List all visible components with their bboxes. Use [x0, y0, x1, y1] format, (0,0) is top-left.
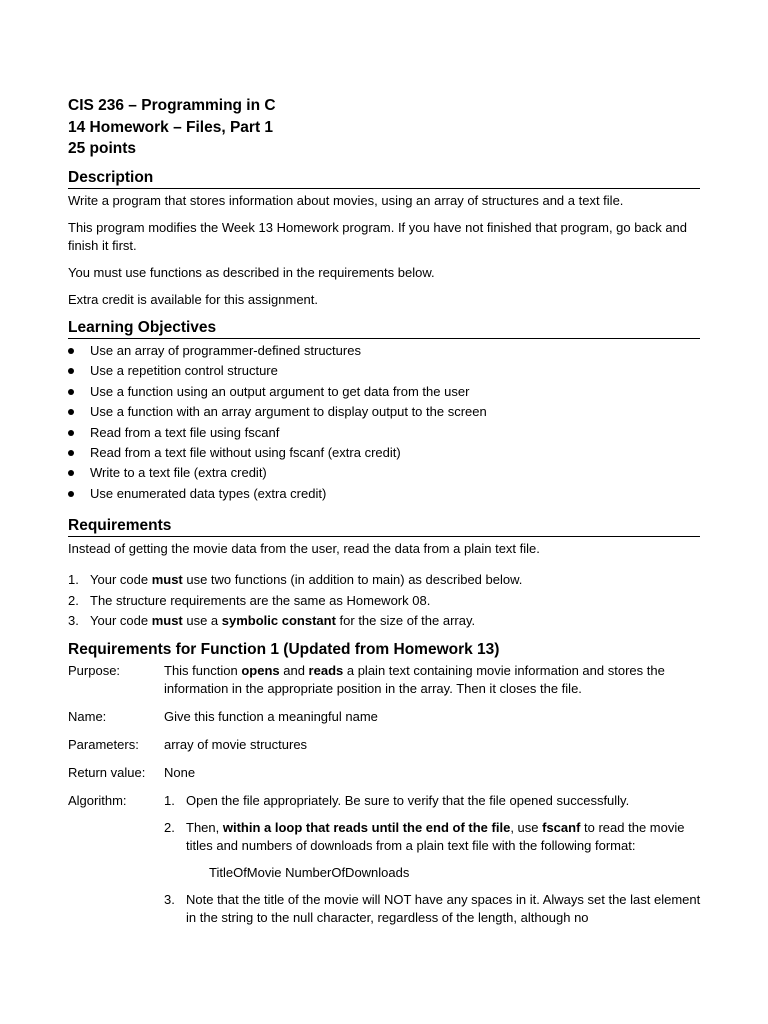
list-item: Read from a text file using fscanf: [68, 423, 700, 443]
bullet-icon: [68, 389, 74, 395]
bullet-icon: [68, 470, 74, 476]
title-block: [68, 95, 708, 160]
requirements-list: [68, 570, 700, 632]
algorithm-label: Algorithm:: [68, 793, 127, 808]
objectives-list: [68, 341, 700, 504]
course-title: CIS 236 – Programming in C: [68, 97, 276, 114]
list-item: Use a repetition control structure: [68, 361, 700, 381]
list-item: Use enumerated data types (extra credit): [68, 484, 700, 504]
bullet-icon: [68, 409, 74, 415]
file-format-example: TitleOfMovie NumberOfDownloads: [209, 865, 410, 880]
assignment-title: 14 Homework – Files, Part 1: [68, 118, 274, 136]
description-paragraph-4: Extra credit is available for this assignment.: [68, 292, 318, 307]
list-item: 2. The structure requirements are the same as Homework 08.: [68, 592, 431, 608]
list-item: Use a function using an output argument to get data from the user: [68, 382, 700, 402]
bullet-icon: [68, 430, 74, 436]
purpose-value: This function opens and reads a plain text containing movie information and stores the information in the appropriate position in the array. Then it closes the file.: [164, 663, 665, 696]
points-title: 25 points: [68, 140, 137, 157]
list-item: 3. Your code must use a symbolic constant for the size of the array.: [68, 613, 476, 628]
list-item: Use an array of programmer-defined structures: [68, 341, 700, 361]
bullet-icon: [68, 348, 74, 354]
list-item: 1. Your code must use two functions (in addition to main) as described below.: [68, 572, 523, 587]
name-label: Name:: [68, 709, 107, 724]
name-value: Give this function a meaningful name: [164, 709, 378, 724]
purpose-label: Purpose:: [68, 663, 121, 678]
description-paragraph-1: Write a program that stores information about movies, using an array of structures and a text file.: [68, 193, 624, 208]
description-paragraph-3: You must use functions as described in the requirements below.: [68, 265, 435, 280]
return-label: Return value:: [68, 765, 146, 780]
bullet-icon: [68, 368, 74, 374]
requirements-intro: Instead of getting the movie data from the user, read the data from a plain text file.: [68, 541, 540, 556]
return-value: None: [164, 765, 196, 780]
requirements-heading: Requirements: [68, 516, 700, 537]
list-item: Read from a text file without using fscanf (extra credit): [68, 443, 700, 463]
description-paragraph-2: This program modifies the Week 13 Homework program. If you have not finished that program, go back and finish it first.: [68, 220, 688, 253]
list-item: Write to a text file (extra credit): [68, 463, 700, 483]
description-heading: Description: [68, 168, 700, 189]
document-page: CIS 236 – Programming in C 14 Homework – Files, Part 1 25 points Description Write a program that stores information about movies, using an array of structures and a text file. This program modifies the Week 13 Homework program. If you have not finished that program, go back and finish it first. You must use functions as described in the requirements below. Extra credit is available for this assignment. Learning Objectives Use an array of programmer-defined structures Use a repetition control structure Use a function using an output argument to get data from the user Use a function with an array argument to display output to the screen Read from a text file using fscanf Read from a text file without using fscanf (extra credit) Write to a text file (extra credit) Use enumerated data types (extra credit) Requirements Instead of getting the movie data from the user, read the data from a plain text file. 1. Your code must use two functions (in addition to main) as described below. 2. The structure requirements are the same as Homework 08. 3. Your code must use a symbolic constant for the size of the array. Requirements for Function 1 (Updated from Homework 13) Purpose: This function opens and reads a plain text containing movie information and stores the information in the appropriate position in the array. Then it closes the file. Name: Give this function a meaningful name Parameters: array of movie structures Return value: None Algorithm: 1. Open the file appropriately. Be sure to verify that the file opened successfully. 2. Then, within a loop that reads until the end of the file, use fscanf to read the movie titles and numbers of downloads from a plain text file with the following format: TitleOfMovie NumberOfDownloads 3. Note that the title of the movie will NOT have any spaces in it. Always set the last element in the string to the null character, regardless of the length, although no: [0, 0, 768, 1024]
bullet-icon: [68, 491, 74, 497]
function1-heading: Requirements for Function 1 (Updated from Homework 13): [68, 641, 500, 658]
list-item: Use a function with an array argument to display output to the screen: [68, 402, 700, 422]
bullet-icon: [68, 450, 74, 456]
parameters-label: Parameters:: [68, 737, 139, 752]
parameters-value: array of movie structures: [164, 737, 308, 752]
objectives-heading: Learning Objectives: [68, 318, 700, 339]
